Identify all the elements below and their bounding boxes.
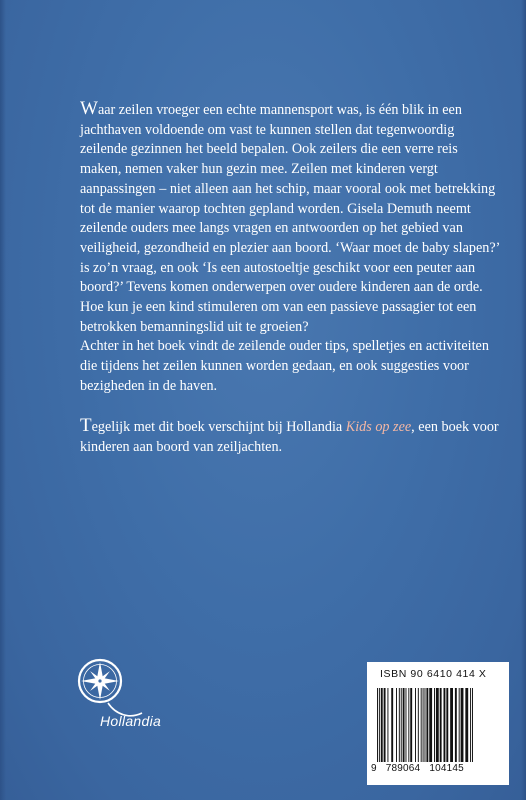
- barcode-bar: [472, 688, 473, 762]
- barcode-bar: [446, 688, 448, 762]
- barcode-bar: [410, 688, 412, 762]
- ean-barcode: [375, 688, 501, 764]
- barcode-bar: [421, 688, 422, 762]
- barcode-bar: [381, 688, 383, 762]
- blurb-text-1b: Achter in het boek vindt de zeilende ouder tips, spelletjes en activiteiten die tijdens het zeilen kunnen worden gedaan, en ook suggesties voor bezigheden in de haven.: [80, 338, 489, 394]
- ean-first-digit: 9: [371, 763, 377, 774]
- barcode-bar: [436, 688, 439, 762]
- barcode-bar: [396, 688, 397, 762]
- barcode-bar: [408, 688, 409, 762]
- barcode-bar: [470, 688, 471, 762]
- barcode-bar: [455, 688, 457, 762]
- barcode-bar: [391, 688, 393, 762]
- cover-left-edge: [0, 0, 6, 800]
- barcode-bar: [425, 688, 426, 762]
- cover-right-edge: [521, 0, 526, 800]
- barcode-bar: [399, 688, 400, 762]
- barcode-bar: [423, 688, 424, 762]
- barcode-bar: [387, 688, 388, 762]
- barcode-label: [367, 662, 509, 785]
- barcode-bar: [415, 688, 416, 762]
- barcode-bar: [377, 688, 378, 762]
- barcode-bar: [465, 688, 468, 762]
- dropcap-t: T: [80, 415, 92, 437]
- barcode-bar: [444, 688, 446, 762]
- blurb-paragraph-1: [80, 99, 500, 397]
- ean-left-group: 789064: [385, 763, 421, 774]
- barcode-bar: [459, 688, 460, 762]
- dropcap-w: W: [80, 98, 98, 119]
- barcode-bar: [450, 688, 453, 762]
- isbn-number: ISBN 90 6410 414 X: [380, 668, 487, 680]
- blurb-text-2b: , een boek voor kinderen aan boord van zeiljachten.: [80, 419, 499, 455]
- barcode-bar: [429, 688, 432, 762]
- barcode-bar: [403, 688, 405, 762]
- publisher-name: Hollandia: [100, 713, 162, 729]
- ean-right-group: 104145: [429, 763, 464, 774]
- barcode-bar: [418, 688, 419, 762]
- barcode-bar: [384, 688, 386, 762]
- blurb-text-2a: egelijk met dit boek verschijnt bij Hollandia: [91, 419, 346, 436]
- barcode-bar: [461, 688, 464, 762]
- barcode-bar: [401, 688, 402, 762]
- ean-digits: [371, 763, 464, 774]
- companion-book-title: Kids op zee: [345, 419, 412, 436]
- blurb-text-1: aar zeilen vroeger een echte mannensport was, is één blik in een jachthaven voldoende om vast te kunnen stellen dat tegenwoordig zeilende gezinnen het beeld bepalen. Ook zeilers die een verre reis maken, nemen vaker hun gezin mee. Zeilen met kinderen vergt aanpassingen – niet alleen aan het schip, maar vooral ook met betrekking tot de manier waarop tochten gepland worden. Gisela Demuth neemt zeilende ouders mee langs vragen en antwoorden op het gebied van veiligheid, gezondheid en plezier aan boord. ‘Waar moet de baby slapen?’ is zo’n vraag, en ook ‘Is een autostoeltje geschikt voor een peuter aan boord?’ Tevens komen onderwerpen over oudere kinderen aan de orde. Hoe kun je een kind stimuleren om van een passieve passagier tot een betrokken bemanningslid uit te groeien?: [80, 102, 500, 335]
- barcode-bar: [426, 688, 428, 762]
- barcode-bar: [406, 688, 407, 762]
- barcode-bar: [440, 688, 442, 762]
- back-cover-blurb: [80, 99, 500, 458]
- blurb-paragraph-2: [80, 416, 500, 457]
- barcode-bar: [434, 688, 435, 762]
- barcode-bar: [379, 688, 380, 762]
